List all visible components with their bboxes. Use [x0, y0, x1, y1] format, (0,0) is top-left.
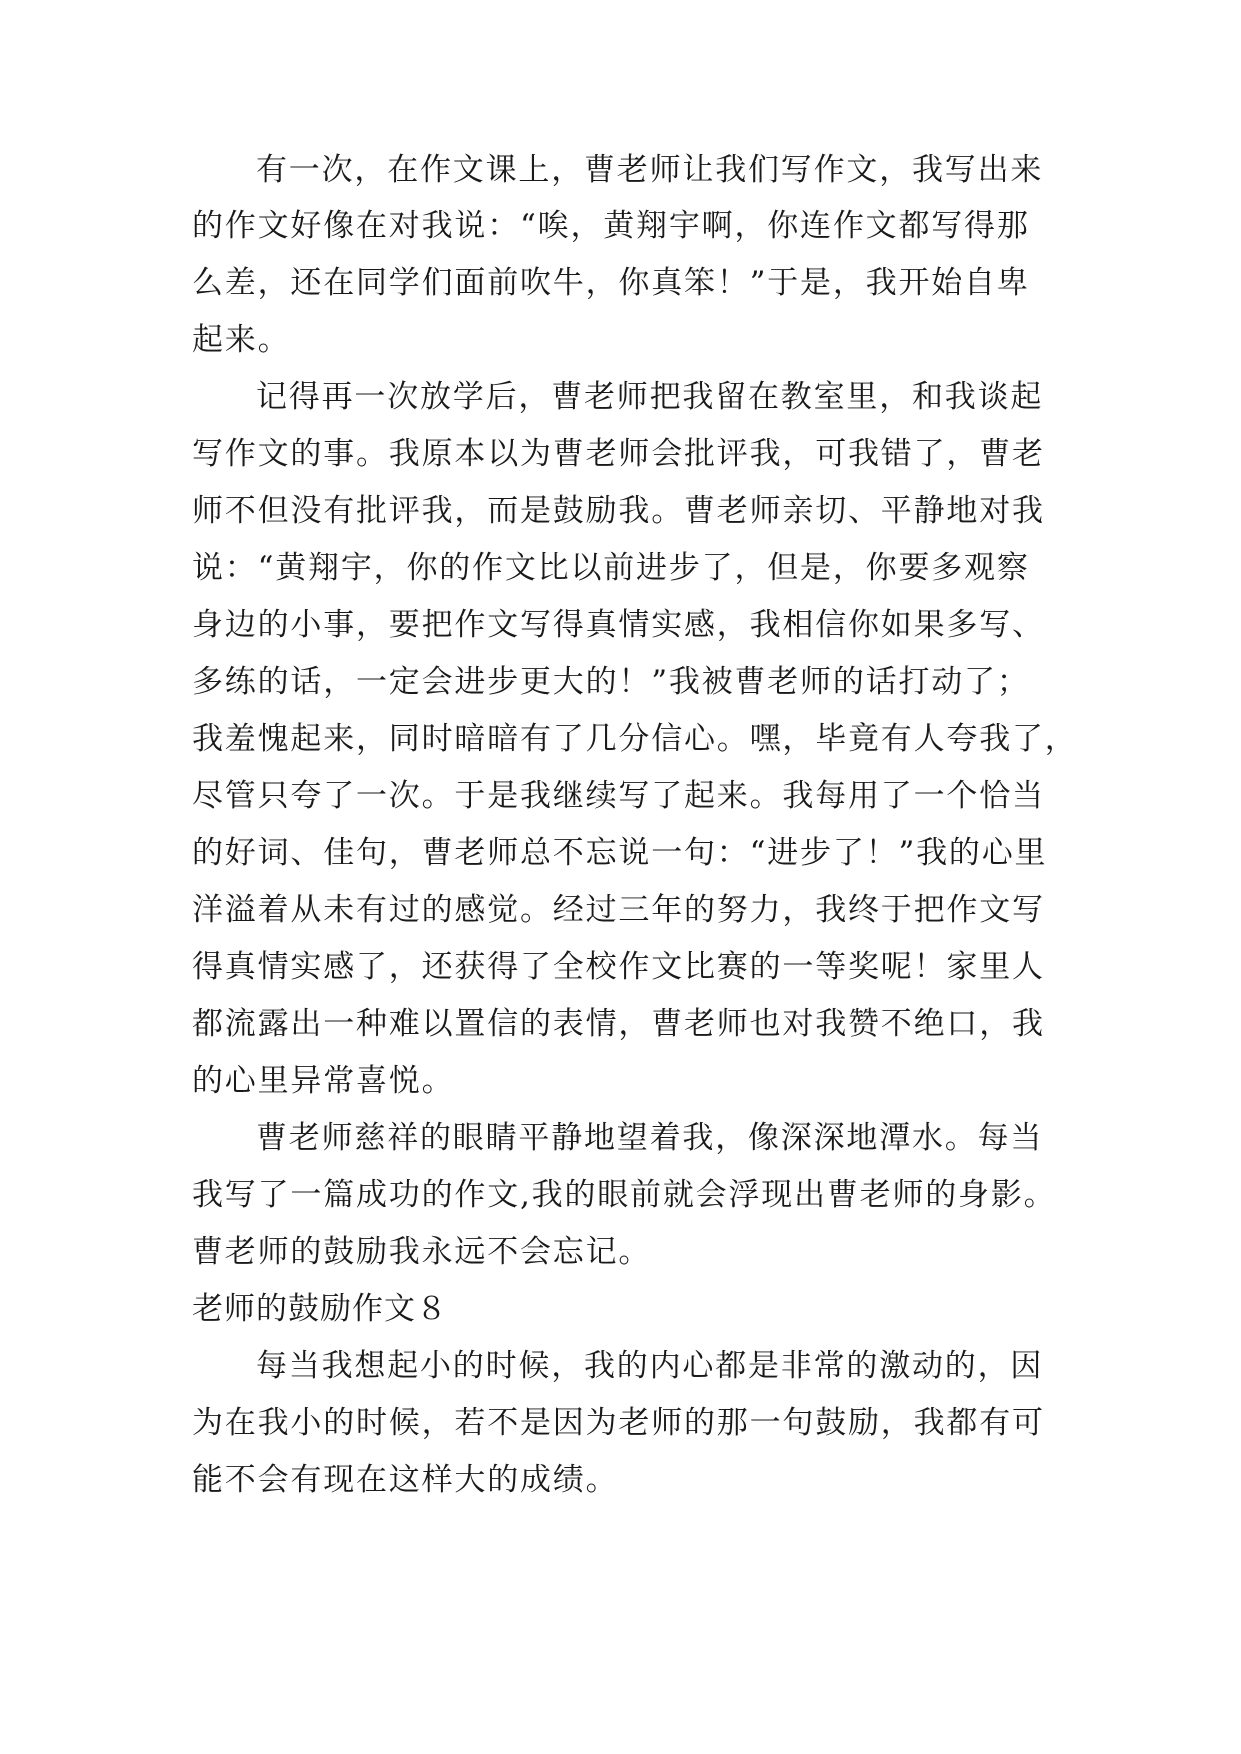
section-heading: 老师的鼓励作文８: [192, 1291, 448, 1327]
paragraph-line: 身边的小事，要把作文写得真情实感，我相信你如果多写、: [192, 607, 1045, 643]
paragraph-line: 多练的话，一定会进步更大的！”我被曹老师的话打动了；: [192, 664, 1030, 700]
paragraph-line: 么差，还在同学们面前吹牛，你真笨！”于是，我开始自卑: [192, 265, 1030, 301]
paragraph-line: 洋溢着从未有过的感觉。经过三年的努力，我终于把作文写: [192, 892, 1045, 928]
paragraph-line: 尽管只夸了一次。于是我继续写了起来。我每用了一个恰当: [192, 778, 1045, 814]
paragraph-line: 能不会有现在这样大的成绩。: [192, 1462, 619, 1498]
paragraph-line: 为在我小的时候，若不是因为老师的那一句鼓励，我都有可: [192, 1405, 1045, 1441]
paragraph-line: 得真情实感了，还获得了全校作文比赛的一等奖呢！家里人: [192, 949, 1045, 985]
paragraph-line: 我写了一篇成功的作文,我的眼前就会浮现出曹老师的身影。: [192, 1177, 1057, 1213]
paragraph-line: 起来。: [192, 322, 291, 358]
paragraph-line: 的作文好像在对我说：“唉，黄翔宇啊，你连作文都写得那: [192, 208, 1030, 244]
paragraph-line: 记得再一次放学后，曹老师把我留在教室里，和我谈起: [256, 379, 1044, 415]
paragraph-line: 都流露出一种难以置信的表情，曹老师也对我赞不绝口，我: [192, 1006, 1045, 1042]
paragraph-line: 每当我想起小的时候，我的内心都是非常的激动的，因: [256, 1348, 1044, 1384]
paragraph-line: 师不但没有批评我，而是鼓励我。曹老师亲切、平静地对我: [192, 493, 1045, 529]
paragraph-line: 写作文的事。我原本以为曹老师会批评我，可我错了，曹老: [192, 436, 1045, 472]
paragraph-line: 有一次，在作文课上，曹老师让我们写作文，我写出来: [256, 152, 1044, 188]
paragraph-line: 的好词、佳句，曹老师总不忘说一句：“进步了！”我的心里: [192, 835, 1048, 871]
paragraph-line: 说：“黄翔宇，你的作文比以前进步了，但是，你要多观察: [192, 550, 1030, 586]
paragraph-line: 我羞愧起来，同时暗暗有了几分信心。嘿，毕竟有人夸我了，: [192, 721, 1078, 757]
paragraph-line: 曹老师慈祥的眼睛平静地望着我，像深深地潭水。每当: [256, 1120, 1044, 1156]
paragraph-line: 的心里异常喜悦。: [192, 1063, 455, 1099]
paragraph-line: 曹老师的鼓励我永远不会忘记。: [192, 1234, 652, 1270]
